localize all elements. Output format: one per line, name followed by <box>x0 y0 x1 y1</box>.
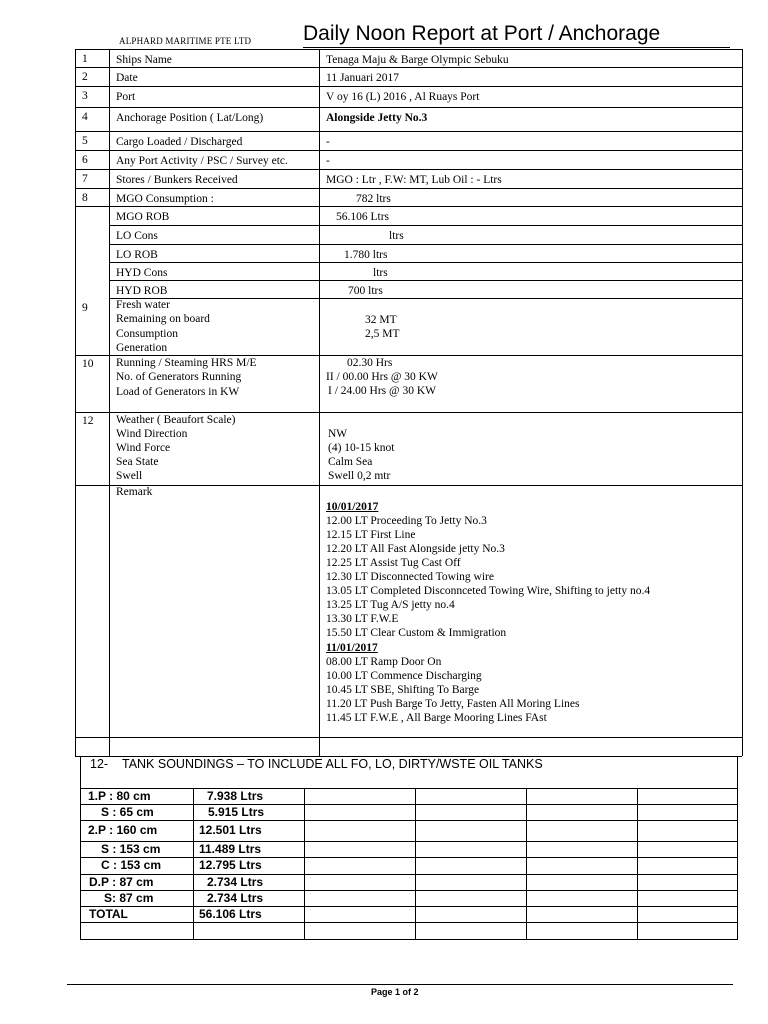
row-number: 9 <box>82 302 88 314</box>
tank-total-value: 56.106 Ltrs <box>199 907 262 921</box>
row-number: 10 <box>82 358 94 370</box>
tank-column-rule <box>526 788 527 940</box>
table-row-rule <box>75 169 742 170</box>
tank-volume: 2.734 Ltrs <box>207 891 264 905</box>
remark-date: 11/01/2017 <box>326 641 378 654</box>
row-number: 7 <box>82 173 88 185</box>
remark-entry: 12.30 LT Disconnected Towing wire <box>326 571 494 584</box>
remark-entry: 12.20 LT All Fast Alongside jetty No.3 <box>326 543 505 556</box>
table-row-rule <box>75 49 742 50</box>
row-value: ltrs <box>389 230 404 242</box>
tank-name: D.P : 87 cm <box>89 875 154 889</box>
row-number: 4 <box>82 111 88 123</box>
tank-row-rule <box>80 939 737 940</box>
tank-column-rule <box>637 788 638 940</box>
generator-label: Load of Generators in KW <box>116 385 240 398</box>
row-label: Ships Name <box>116 54 172 66</box>
row-value: MGO : Ltr , F.W: MT, Lub Oil : - Ltrs <box>326 174 502 186</box>
row-number: 5 <box>82 135 88 147</box>
row-label: MGO ROB <box>116 211 170 223</box>
tank-volume: 12.501 Ltrs <box>199 823 262 837</box>
row-value: Alongside Jetty No.3 <box>326 112 428 124</box>
table-column-rule <box>109 49 110 756</box>
row-label: HYD Cons <box>116 267 168 279</box>
tank-name: C : 153 cm <box>101 858 162 872</box>
tank-volume: 2.734 Ltrs <box>207 875 264 889</box>
remark-date: 10/01/2017 <box>326 501 379 513</box>
tank-column-rule <box>415 788 416 940</box>
tank-row-rule <box>80 804 737 805</box>
table-row-rule <box>75 107 742 108</box>
table-row-rule <box>109 225 742 226</box>
row-value: 700 ltrs <box>348 285 383 297</box>
weather-label: Weather ( Beaufort Scale) <box>116 414 236 426</box>
row-number: 12 <box>82 415 94 427</box>
generator-value: I / 24.00 Hrs @ 30 KW <box>328 385 437 397</box>
table-row-rule <box>75 67 742 68</box>
table-row-rule <box>109 244 742 245</box>
row-value: 56.106 Ltrs <box>336 211 390 223</box>
tank-name: 2.P : 160 cm <box>88 823 158 837</box>
weather-value: (4) 10-15 knot <box>328 442 395 454</box>
remark-entry: 13.05 LT Completed Disconnceted Towing Wire, Shifting to jetty no.4 <box>326 585 651 598</box>
tank-volume: 11.489 Ltrs <box>199 842 262 856</box>
tank-box-right <box>737 756 738 940</box>
remark-entry: 13.25 LT Tug A/S jetty no.4 <box>326 599 455 612</box>
tank-column-rule <box>304 788 305 940</box>
remark-entry: 11.20 LT Push Barge To Jetty, Fasten All Moring Lines <box>326 697 580 710</box>
tank-name: S : 65 cm <box>101 805 154 819</box>
row-value: 11 Januari 2017 <box>326 72 400 84</box>
tank-row-rule <box>80 820 737 821</box>
row-number: 3 <box>82 90 88 102</box>
table-row-rule <box>75 188 742 189</box>
row-label: Anchorage Position ( Lat/Long) <box>116 112 264 124</box>
weather-label: Wind Direction <box>116 428 188 440</box>
row-label: Port <box>116 91 136 103</box>
row-value: ltrs <box>373 267 388 279</box>
row-label: Cargo Loaded / Discharged <box>116 136 243 148</box>
row-value: 1.780 ltrs <box>344 249 388 261</box>
tank-name: S: 87 cm <box>104 891 154 905</box>
tank-name: S : 153 cm <box>101 842 161 856</box>
generator-value: II / 00.00 Hrs @ 30 KW <box>326 371 438 383</box>
report-title: Daily Noon Report at Port / Anchorage <box>303 22 661 45</box>
fresh-water-label: Remaining on board <box>116 313 210 326</box>
tank-row-rule <box>80 788 737 789</box>
fresh-water-label: Fresh water <box>116 299 170 311</box>
row-number: 2 <box>82 71 88 83</box>
tank-name: 1.P : 80 cm <box>88 789 151 803</box>
row-value: 782 ltrs <box>356 193 391 205</box>
weather-value: Swell 0,2 mtr <box>328 470 391 482</box>
table-row-rule <box>75 485 742 486</box>
table-row-rule <box>109 298 742 299</box>
row-label: Any Port Activity / PSC / Survey etc. <box>116 155 288 167</box>
weather-label: Sea State <box>116 456 159 468</box>
tank-row-rule <box>80 890 737 891</box>
table-right-border <box>742 49 743 756</box>
tank-row-rule <box>80 922 737 923</box>
fresh-water-label: Generation <box>116 341 168 354</box>
row-label: HYD ROB <box>116 285 168 297</box>
remark-entry: 10.45 LT SBE, Shifting To Barge <box>326 683 480 696</box>
row-number: 1 <box>82 53 88 65</box>
remark-entry: 08.00 LT Ramp Door On <box>326 655 442 668</box>
fresh-water-consumption: 2,5 MT <box>365 328 400 340</box>
remark-entry: 11.45 LT F.W.E , All Barge Mooring Lines FAst <box>326 711 547 724</box>
row-label: LO ROB <box>116 249 158 261</box>
generator-value: 02.30 Hrs <box>347 357 393 369</box>
row-value: - <box>326 136 330 148</box>
fresh-water-remaining: 32 MT <box>365 314 397 326</box>
remark-entry: 12.15 LT First Line <box>326 529 416 542</box>
table-row-rule <box>109 737 319 738</box>
generator-label: No. of Generators Running <box>116 371 242 384</box>
row-label: LO Cons <box>116 230 158 242</box>
table-row-rule <box>109 262 742 263</box>
tank-row-rule <box>80 841 737 842</box>
tank-soundings-heading <box>90 757 543 771</box>
row-value: - <box>326 155 330 167</box>
tank-section-number: 12- <box>90 757 109 771</box>
row-label: Stores / Bunkers Received <box>116 174 238 186</box>
table-row-rule <box>75 206 742 207</box>
row-number: 6 <box>82 154 88 166</box>
table-row-rule <box>109 280 742 281</box>
tank-section-title: TANK SOUNDINGS – TO INCLUDE ALL FO, LO, DIRTY/WSTE OIL TANKS <box>121 757 543 771</box>
remark-entry: 10.00 LT Commence Discharging <box>326 669 482 682</box>
row-value: V oy 16 (L) 2016 , Al Ruays Port <box>326 91 480 103</box>
tank-total-label: TOTAL <box>89 907 128 921</box>
remark-entry: 15.50 LT Clear Custom & Immigration <box>326 627 507 640</box>
remark-entry: 13.30 LT F.W.E <box>326 613 399 626</box>
fresh-water-label: Consumption <box>116 327 178 340</box>
row-label: MGO Consumption : <box>116 193 214 205</box>
title-underline <box>303 47 730 48</box>
table-row-rule <box>75 131 742 132</box>
weather-value: NW <box>328 428 348 440</box>
remark-entry: 12.25 LT Assist Tug Cast Off <box>326 557 461 570</box>
tank-column-rule <box>193 788 194 940</box>
remark-label: Remark <box>116 486 153 498</box>
company-name: ALPHARD MARITIME PTE LTD <box>119 36 252 46</box>
row-label: Date <box>116 72 138 84</box>
row-value: Tenaga Maju & Barge Olympic Sebuku <box>326 54 509 66</box>
weather-label: Wind Force <box>116 442 171 454</box>
tank-box-left <box>80 756 81 940</box>
table-column-rule <box>319 49 320 756</box>
tank-row-rule <box>80 857 737 858</box>
remark-entry: 12.00 LT Proceeding To Jetty No.3 <box>326 515 487 528</box>
tank-volume: 7.938 Ltrs <box>207 789 264 803</box>
table-row-rule <box>75 86 742 87</box>
footer-rule <box>67 984 733 985</box>
weather-label: Swell <box>116 470 143 482</box>
tank-volume: 12.795 Ltrs <box>199 858 262 872</box>
generator-label: Running / Steaming HRS M/E <box>116 357 257 369</box>
row-number: 8 <box>82 192 88 204</box>
tank-row-rule <box>80 906 737 907</box>
table-left-border <box>75 49 76 756</box>
tank-row-rule <box>80 874 737 875</box>
tank-volume: 5.915 Ltrs <box>208 805 265 819</box>
table-row-rule <box>75 150 742 151</box>
page-number: Page 1 of 2 <box>371 987 419 997</box>
weather-value: Calm Sea <box>328 456 373 468</box>
